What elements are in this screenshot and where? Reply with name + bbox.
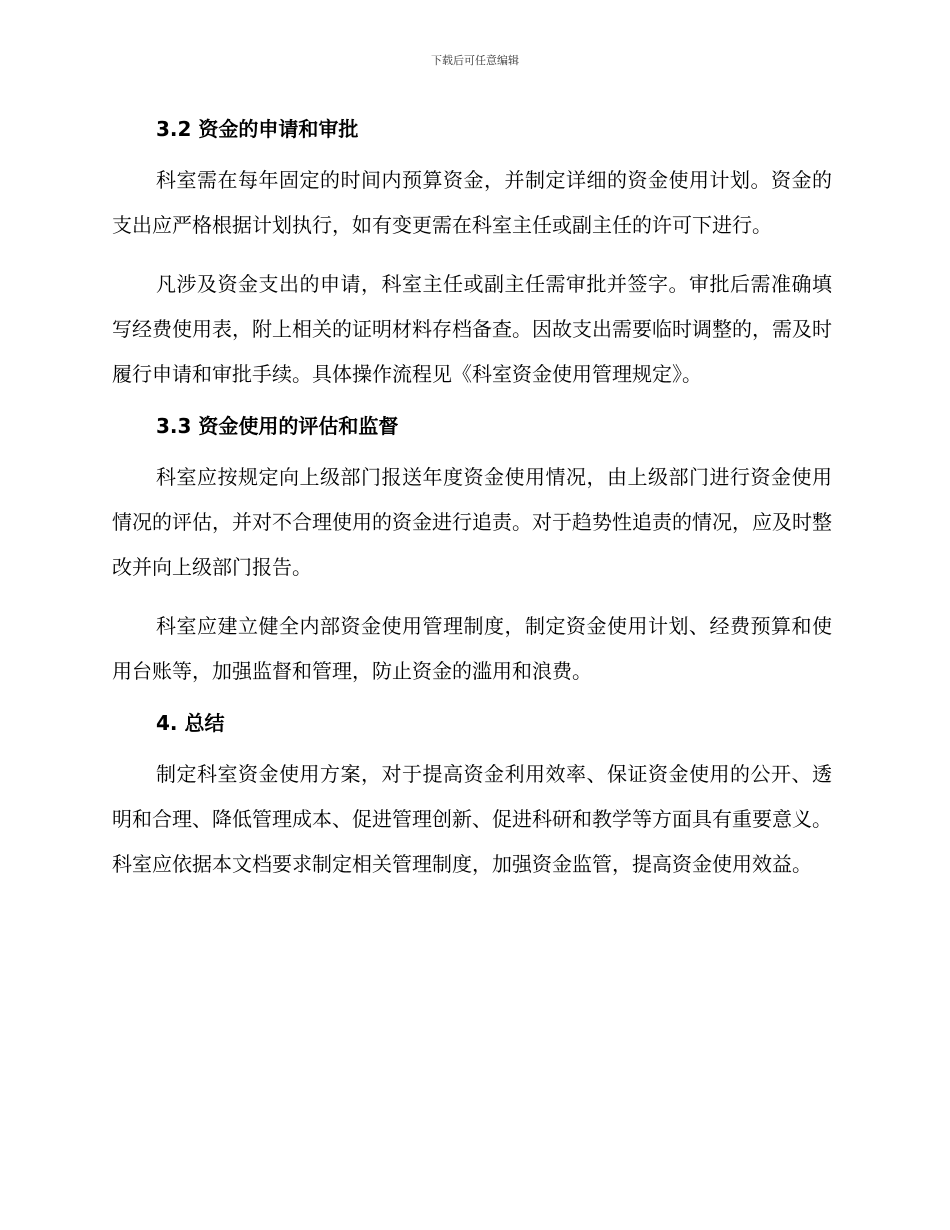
body-paragraph: 科室应按规定向上级部门报送年度资金使用情况，由上级部门进行资金使用情况的评估，并对不合理使用的资金进行追责。对于趋势性追责的情况，应及时整改并向上级部门报告。	[112, 465, 832, 579]
document-body	[112, 112, 832, 887]
section-heading: 4. 总结	[156, 711, 225, 735]
body-paragraph: 凡涉及资金支出的申请，科室主任或副主任需审批并签字。审批后需准确填写经费使用表，附上相关的证明材料存档备查。因故支出需要临时调整的，需及时履行申请和审批手续。具体操作流程见《科室资金使用管理规定》。	[112, 272, 832, 386]
page-header: 下载后可任意编辑	[431, 54, 519, 67]
section-heading: 3.2 资金的申请和审批	[156, 117, 359, 141]
section-heading: 3.3 资金使用的评估和监督	[156, 414, 399, 438]
body-paragraph: 科室需在每年固定的时间内预算资金，并制定详细的资金使用计划。资金的支出应严格根据计划执行，如有变更需在科室主任或副主任的许可下进行。	[112, 168, 832, 237]
body-paragraph: 科室应建立健全内部资金使用管理制度，制定资金使用计划、经费预算和使用台账等，加强监督和管理，防止资金的滥用和浪费。	[112, 614, 832, 683]
body-paragraph: 制定科室资金使用方案，对于提高资金利用效率、保证资金使用的公开、透明和合理、降低管理成本、促进管理创新、促进科研和教学等方面具有重要意义。科室应依据本文档要求制定相关管理制度，加强资金监管，提高资金使用效益。	[112, 762, 832, 876]
